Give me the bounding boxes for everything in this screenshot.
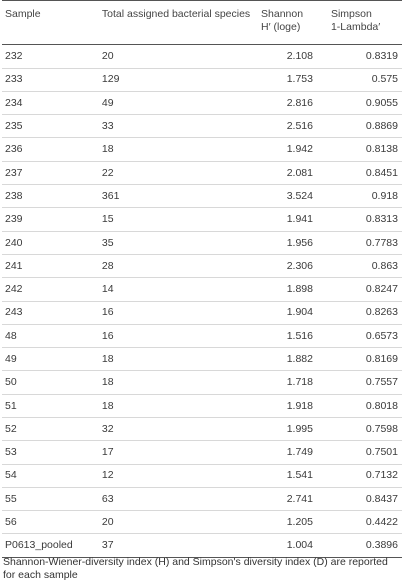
table-row: [2, 91, 402, 114]
table-row: [2, 138, 402, 161]
cell-species: 129: [95, 68, 261, 91]
table-row: [2, 511, 402, 534]
cell-simpson: 0.9055: [325, 91, 402, 114]
cell-simpson: 0.8437: [325, 487, 402, 510]
table-row: [2, 161, 402, 184]
diversity-table: [2, 0, 402, 558]
cell-shannon: 3.524: [261, 185, 325, 208]
cell-shannon: 2.816: [261, 91, 325, 114]
cell-simpson: 0.8169: [325, 348, 402, 371]
header-shannon: [261, 1, 325, 45]
cell-simpson: 0.8018: [325, 394, 402, 417]
cell-sample: 233: [2, 68, 95, 91]
header-shannon-line1: Shannon: [261, 8, 304, 20]
cell-sample: 243: [2, 301, 95, 324]
cell-shannon: 1.205: [261, 511, 325, 534]
cell-simpson: 0.8451: [325, 161, 402, 184]
cell-sample: 242: [2, 278, 95, 301]
cell-simpson: 0.4422: [325, 511, 402, 534]
cell-sample: 236: [2, 138, 95, 161]
cell-shannon: 1.956: [261, 231, 325, 254]
cell-shannon: 1.941: [261, 208, 325, 231]
cell-sample: 48: [2, 324, 95, 347]
cell-sample: 235: [2, 115, 95, 138]
cell-simpson: 0.8869: [325, 115, 402, 138]
table-body: [2, 45, 402, 558]
cell-species: 28: [95, 254, 261, 277]
table-row: [2, 418, 402, 441]
cell-sample: 52: [2, 418, 95, 441]
cell-simpson: 0.7557: [325, 371, 402, 394]
cell-shannon: 2.741: [261, 487, 325, 510]
cell-shannon: 1.904: [261, 301, 325, 324]
cell-sample: 53: [2, 441, 95, 464]
cell-species: 14: [95, 278, 261, 301]
cell-species: 20: [95, 45, 261, 68]
cell-sample: P0613_pooled: [2, 534, 95, 557]
cell-sample: 56: [2, 511, 95, 534]
header-row: [2, 1, 402, 45]
cell-species: 63: [95, 487, 261, 510]
cell-species: 37: [95, 534, 261, 557]
table-row: [2, 394, 402, 417]
cell-shannon: 1.918: [261, 394, 325, 417]
cell-simpson: 0.918: [325, 185, 402, 208]
table-row: [2, 231, 402, 254]
cell-shannon: 1.753: [261, 68, 325, 91]
table-row: [2, 68, 402, 91]
cell-species: 12: [95, 464, 261, 487]
cell-species: 32: [95, 418, 261, 441]
cell-species: 16: [95, 324, 261, 347]
cell-sample: 241: [2, 254, 95, 277]
cell-species: 22: [95, 161, 261, 184]
cell-shannon: 1.541: [261, 464, 325, 487]
cell-species: 20: [95, 511, 261, 534]
cell-simpson: 0.8313: [325, 208, 402, 231]
table-row: [2, 115, 402, 138]
cell-shannon: 1.995: [261, 418, 325, 441]
cell-simpson: 0.7132: [325, 464, 402, 487]
table-row: [2, 464, 402, 487]
cell-sample: 234: [2, 91, 95, 114]
cell-species: 17: [95, 441, 261, 464]
table-row: [2, 324, 402, 347]
cell-sample: 50: [2, 371, 95, 394]
cell-simpson: 0.8247: [325, 278, 402, 301]
cell-sample: 240: [2, 231, 95, 254]
cell-simpson: 0.7501: [325, 441, 402, 464]
cell-species: 18: [95, 138, 261, 161]
cell-shannon: 2.306: [261, 254, 325, 277]
cell-species: 35: [95, 231, 261, 254]
cell-sample: 238: [2, 185, 95, 208]
cell-sample: 54: [2, 464, 95, 487]
cell-simpson: 0.575: [325, 68, 402, 91]
table-footnote: Shannon-Wiener-diversity index (H) and Simpson's diversity index (D) are reported for each sample: [3, 556, 388, 581]
table-row: [2, 208, 402, 231]
table-row: [2, 534, 402, 557]
cell-sample: 239: [2, 208, 95, 231]
cell-species: 15: [95, 208, 261, 231]
header-simpson-line2: 1-Lambda′: [330, 21, 381, 34]
cell-shannon: 2.516: [261, 115, 325, 138]
cell-shannon: 1.749: [261, 441, 325, 464]
cell-shannon: 2.108: [261, 45, 325, 68]
cell-simpson: 0.8138: [325, 138, 402, 161]
table-row: [2, 45, 402, 68]
cell-sample: 237: [2, 161, 95, 184]
table-row: [2, 301, 402, 324]
cell-simpson: 0.3896: [325, 534, 402, 557]
cell-species: 33: [95, 115, 261, 138]
cell-simpson: 0.6573: [325, 324, 402, 347]
cell-shannon: 2.081: [261, 161, 325, 184]
table-row: [2, 348, 402, 371]
table-row: [2, 278, 402, 301]
cell-simpson: 0.8319: [325, 45, 402, 68]
cell-shannon: 1.718: [261, 371, 325, 394]
cell-simpson: 0.7783: [325, 231, 402, 254]
cell-sample: 51: [2, 394, 95, 417]
header-simpson: [325, 1, 402, 45]
table-row: [2, 441, 402, 464]
header-shannon-line2: H′ (loge): [261, 21, 301, 34]
header-species: Total assigned bacterial species: [101, 8, 251, 20]
cell-sample: 232: [2, 45, 95, 68]
cell-species: 16: [95, 301, 261, 324]
cell-shannon: 1.942: [261, 138, 325, 161]
header-sample: Sample: [5, 8, 41, 20]
table-row: [2, 254, 402, 277]
cell-shannon: 1.004: [261, 534, 325, 557]
cell-simpson: 0.7598: [325, 418, 402, 441]
cell-species: 18: [95, 348, 261, 371]
cell-species: 18: [95, 394, 261, 417]
cell-simpson: 0.863: [325, 254, 402, 277]
cell-shannon: 1.882: [261, 348, 325, 371]
cell-species: 18: [95, 371, 261, 394]
header-simpson-line1: Simpson: [330, 8, 372, 20]
cell-species: 49: [95, 91, 261, 114]
table-row: [2, 487, 402, 510]
cell-simpson: 0.8263: [325, 301, 402, 324]
cell-species: 361: [95, 185, 261, 208]
cell-sample: 55: [2, 487, 95, 510]
cell-shannon: 1.516: [261, 324, 325, 347]
table-row: [2, 185, 402, 208]
table-header: [2, 1, 402, 45]
cell-sample: 49: [2, 348, 95, 371]
table-row: [2, 371, 402, 394]
cell-shannon: 1.898: [261, 278, 325, 301]
